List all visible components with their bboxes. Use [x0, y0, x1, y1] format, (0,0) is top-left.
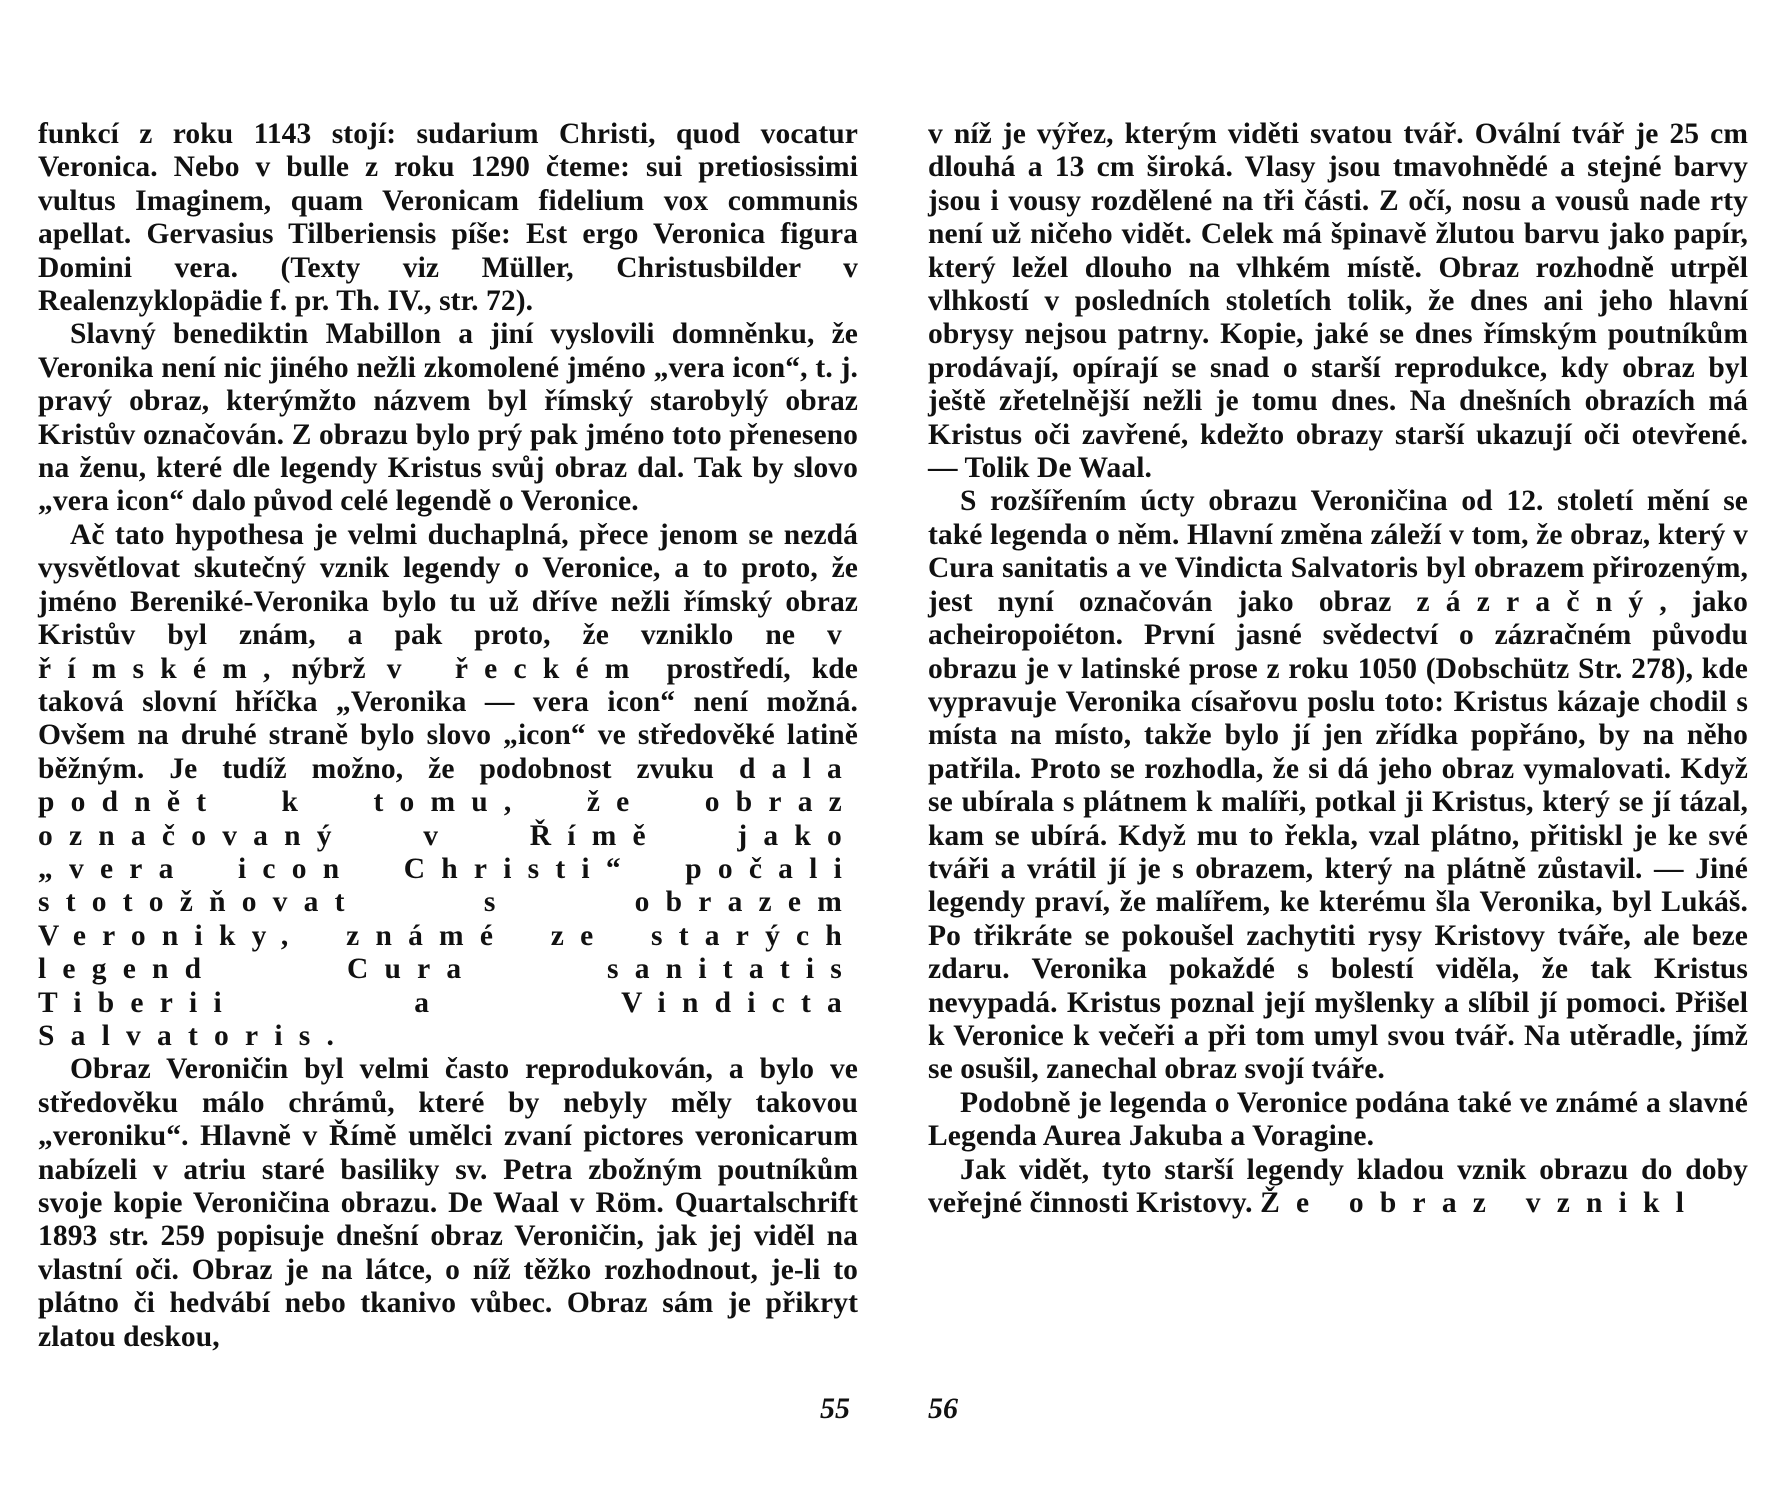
text-run: Jak vidět, tyto starší legendy kladou vznik obrazu do doby veřejné činnosti Kristovy.	[928, 1153, 1748, 1219]
text-run: , nýbrž	[263, 652, 387, 685]
spaced-emphasis: v řeckém	[386, 652, 646, 685]
text-run: prostředí, kde taková slovní hříčka „Veronika — vera icon“ není možná. Ovšem na druhé straně bylo slovo „icon“ ve středověké latině běžným. Je tudíž možno, že podobnost zvuku	[38, 652, 858, 785]
text-run: S rozšířením úcty obrazu Veroničina od 12. století mění se také legenda o něm. Hlavní změna záleží v tom, že obraz, který v Cura sanitatis a ve Vindicta Salvatoris byl obrazem přirozeným, jest nyní označován jako obraz	[928, 485, 1748, 618]
right-paragraph-1: v níž je výřez, kterým viděti svatou tvář. Ovální tvář je 25 cm dlouhá a 13 cm široká. Vlasy jsou tmavohnědé a stejné barvy jsou i vousy rozdělené na tři části. Z očí, nosu a vousů nade rty není už ničeho vidět. Celek má špinavě žlutou barvu jako papír, který ležel dlouho na vlhkém místě. Obraz rozhodně utrpěl vlhkostí v posledních stoletích tolik, že dnes ani jeho hlavní obrysy nejsou patrny. Kopie, jaké se dnes římským poutníkům prodávají, opírají se snad o starší reprodukce, kdy obraz byl ještě zřetelnější nežli je tomu dnes. Na dnešních obrazích má Kristus oči zavřené, kdežto obrazy starší ukazují oči otevřené. — Tolik De Waal.	[928, 118, 1748, 485]
right-page	[928, 118, 1748, 1220]
left-paragraph-4: Obraz Veroničin byl velmi často reprodukován, a bylo ve středověku málo chrámů, které by nebyly měly takovou „veroniku“. Hlavně v Římě umělci zvaní pictores veronicarum nabízeli v atriu staré basiliky sv. Petra zbožným poutníkům svoje kopie Veroničina obrazu. De Waal v Röm. Quartalschrift 1893 str. 259 popisuje dnešní obraz Veroničin, jak jej viděl na vlastní oči. Obraz je na látce, o níž těžko rozhodnout, je-li to plátno či hedvábí nebo tkanivo vůbec. Obraz sám je přikryt zlatou deskou,	[38, 1053, 858, 1353]
page-number-right: 56	[928, 1392, 958, 1425]
left-paragraph-1: funkcí z roku 1143 stojí: sudarium Christi, quod vocatur Veronica. Nebo v bulle z roku 1290 čteme: sui pretiosissimi vultus Imaginem, quam Veronicam fidelium vox communis apellat. Gervasius Tilberiensis píše: Est ergo Veronica figura Domini vera. (Texty viz Müller, Christusbilder v Realenzyklopädie f. pr. Th. IV., str. 72).	[38, 118, 858, 318]
spaced-emphasis: zázračný	[1416, 585, 1660, 618]
left-paragraph-3	[38, 519, 858, 1054]
left-page	[38, 118, 858, 1354]
spaced-emphasis: Že obraz vznikl	[1260, 1187, 1701, 1219]
right-paragraph-3: Podobně je legenda o Veronice podána také ve známé a slavné Legenda Aurea Jakuba a Voragine.	[928, 1086, 1748, 1153]
text-run: Ač tato hypothesa je velmi duchaplná, přece jenom se nezdá vysvětlovat skutečný vznik legendy o Veronice, a to proto, že jméno Bereniké-Veronika bylo tu už dříve nežli římský obraz Kristův byl znám, a pak proto, že vzniklo ne	[38, 518, 858, 652]
page-number-left: 55	[820, 1392, 850, 1425]
right-paragraph-4	[928, 1154, 1748, 1221]
spaced-emphasis: v římském	[38, 619, 858, 685]
text-run: , jako acheiropoiéton. První jasné svědectví o zázračném původu obrazu je v latinské prose z roku 1050 (Dobschütz Str. 278), kde vypravuje Veronika císařovu poslu toto: Kristus kázaje chodil s místa na místo, takže bylo jí jen zřídka popřáno, by na něho patřila. Proto se rozhodla, že si dá jeho obraz vymalovati. Když se ubírala s plátnem k malíři, potkal ji Kristus, který se jí tázal, kam se ubírá. Když mu to řekla, vzal plátno, přitiskl je ke své tváři a vrátil jí je s obrazem, který na plátně zůstavil. — Jiné legendy praví, že malířem, ke kterému šla Veronika, byl Lukáš. Po třikráte se pokoušel zachytiti rysy Kristovy tváře, ale beze zdaru. Veronika pokaždé s bolestí viděla, že tak Kristus nevypadá. Kristus poznal její myšlenky a slíbil jí pomoci. Přišel k Veronice k večeři a při tom umyl svou tvář. Na utěradle, jímž se osušil, zanechal obraz svojí tváře.	[928, 585, 1748, 1086]
left-paragraph-2: Slavný benediktin Mabillon a jiní vyslovili domněnku, že Veronika není nic jiného nežli zkomolené jméno „vera icon“, t. j. pravý obraz, kterýmžto názvem byl římský starobylý obraz Kristův označován. Z obrazu bylo prý pak jméno toto přeneseno na ženu, které dle legendy Kristus svůj obraz dal. Tak by slovo „vera icon“ dalo původ celé legendě o Veronice.	[38, 318, 858, 518]
right-paragraph-2	[928, 485, 1748, 1086]
spaced-emphasis: dala podnět k tomu, že obraz označovaný v Římě jako „vera icon Christi“ počali stotožňovat s obrazem Veroniky, známé ze starých legend Cura sanitatis Tiberii a Vindicta Salvatoris.	[38, 752, 858, 1052]
